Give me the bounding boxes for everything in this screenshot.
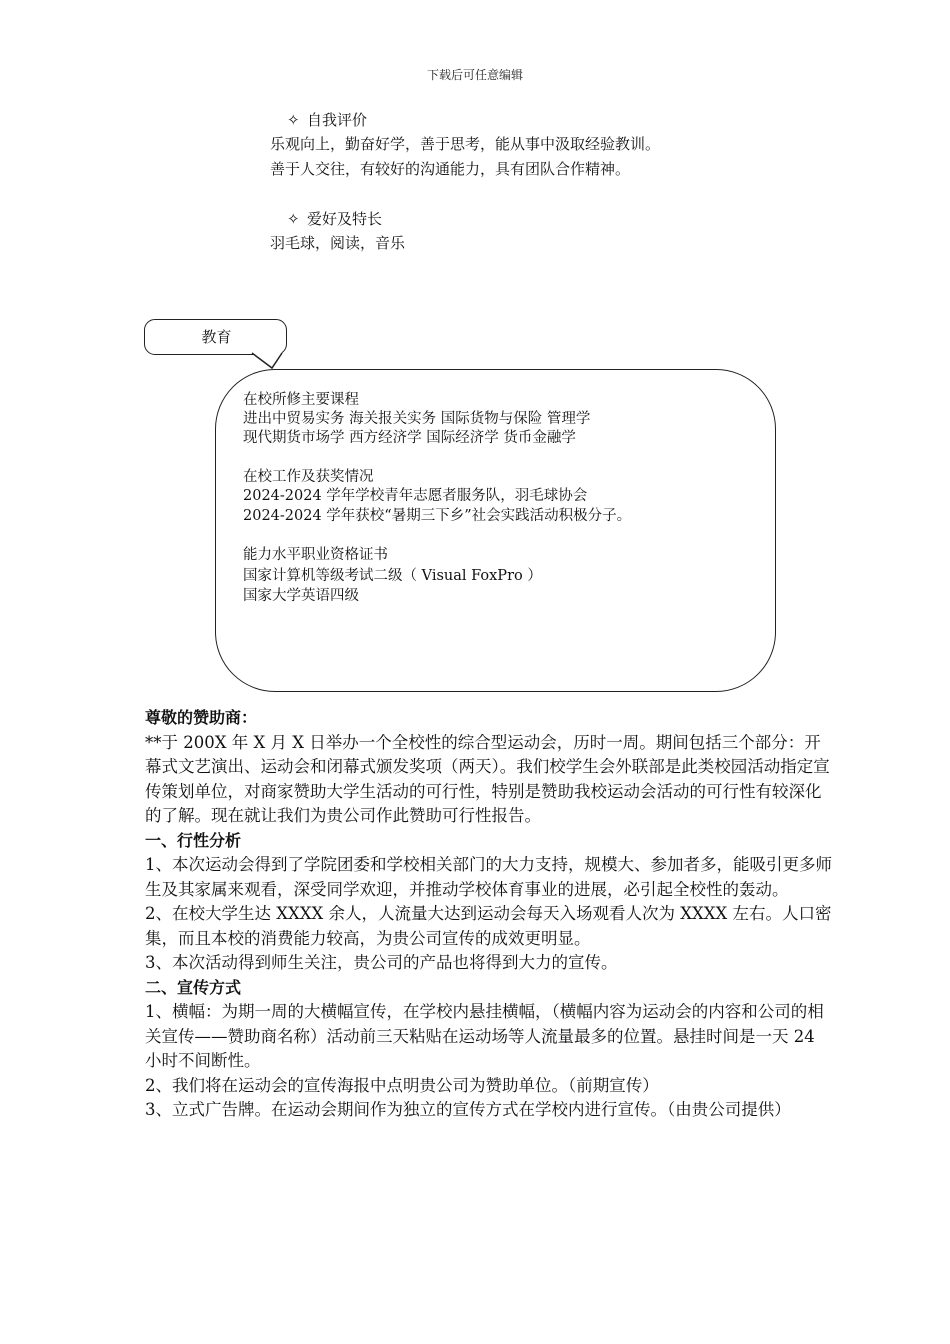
- education-line: 在校所修主要课程: [243, 392, 359, 408]
- list-item: 3、本次活动得到师生关注，贵公司的产品也将得到大力的宣传。: [145, 953, 618, 972]
- diamond-bullet-icon: ✧: [287, 111, 300, 129]
- self-eval-heading: [287, 110, 367, 130]
- self-eval-line: 善于人交往，有较好的沟通能力，具有团队合作精神。: [270, 160, 631, 178]
- education-line: 进出中贸易实务 海关报关实务 国际货物与保险 管理学: [243, 411, 591, 427]
- page-header: 下载后可任意编辑: [426, 68, 523, 82]
- list-item: 2、我们将在运动会的宣传海报中点明贵公司为赞助单位。（前期宣传）: [145, 1075, 659, 1095]
- sponsor-letter: [145, 706, 835, 1123]
- education-line: 能力水平职业资格证书: [243, 547, 388, 563]
- education-line: 2024-2024 学年学校青年志愿者服务队，羽毛球协会: [243, 488, 588, 504]
- self-eval-title: 自我评价: [307, 111, 368, 129]
- self-eval-line: 乐观向上，勤奋好学，善于思考，能从事中汲取经验教训。: [270, 135, 661, 153]
- letter-intro: **于 200X 年 X 月 X 日举办一个全校性的综合型运动会，历时一周。期间包括三个部分：开幕式文艺演出、运动会和闭幕式颁发奖项（两天）。我们校学生会外联部是此类校园活动指定宣传策划单位，对商家赞助大学生活动的可行性，特别是赞助我校运动会活动的可行性有较深化的了解。现在就让我们为贵公司作此赞助可行性报告。: [145, 732, 830, 825]
- education-line: 在校工作及获奖情况: [243, 469, 374, 485]
- hobbies-line: 羽毛球，阅读，音乐: [270, 234, 406, 252]
- list-item: 1、横幅：为期一周的大横幅宣传，在学校内悬挂横幅，（横幅内容为运动会的内容和公司的相关宣传——赞助商名称）活动前三天粘贴在运动场等人流量最多的位置。悬挂时间是一天 24 小时不间断性。: [145, 1002, 824, 1070]
- letter-salutation: 尊敬的赞助商：: [145, 708, 258, 727]
- diamond-bullet-icon: ✧: [287, 210, 300, 228]
- list-item: 3、立式广告牌。在运动会期间作为独立的宣传方式在学校内进行宣传。（由贵公司提供）: [145, 1100, 791, 1119]
- hobbies-title: 爱好及特长: [307, 210, 383, 228]
- section-heading: 二、宣传方式: [145, 977, 242, 997]
- education-line: 现代期货市场学 西方经济学 国际经济学 货币金融学: [243, 430, 576, 446]
- education-line: 国家大学英语四级: [243, 588, 359, 604]
- education-line: 国家计算机等级考试二级（ Visual FoxPro ）: [243, 568, 542, 584]
- section-heading: 一、行性分析: [145, 830, 242, 850]
- education-callout: [144, 319, 287, 355]
- education-line: 2024-2024 学年获校“暑期三下乡”社会实践活动积极分子。: [243, 508, 632, 524]
- education-label: 教育: [201, 328, 232, 346]
- hobbies-heading: [287, 209, 382, 229]
- list-item: 2、在校大学生达 XXXX 余人，人流量大达到运动会每天入场观看人次为 XXXX 左右。人口密集，而且本校的消费能力较高，为贵公司宣传的成效更明显。: [145, 904, 832, 948]
- list-item: 1、本次运动会得到了学院团委和学校相关部门的大力支持，规模大、参加者多，能吸引更多师生及其家属来观看，深受同学欢迎，并推动学校体育事业的进展，必引起全校性的轰动。: [145, 855, 832, 899]
